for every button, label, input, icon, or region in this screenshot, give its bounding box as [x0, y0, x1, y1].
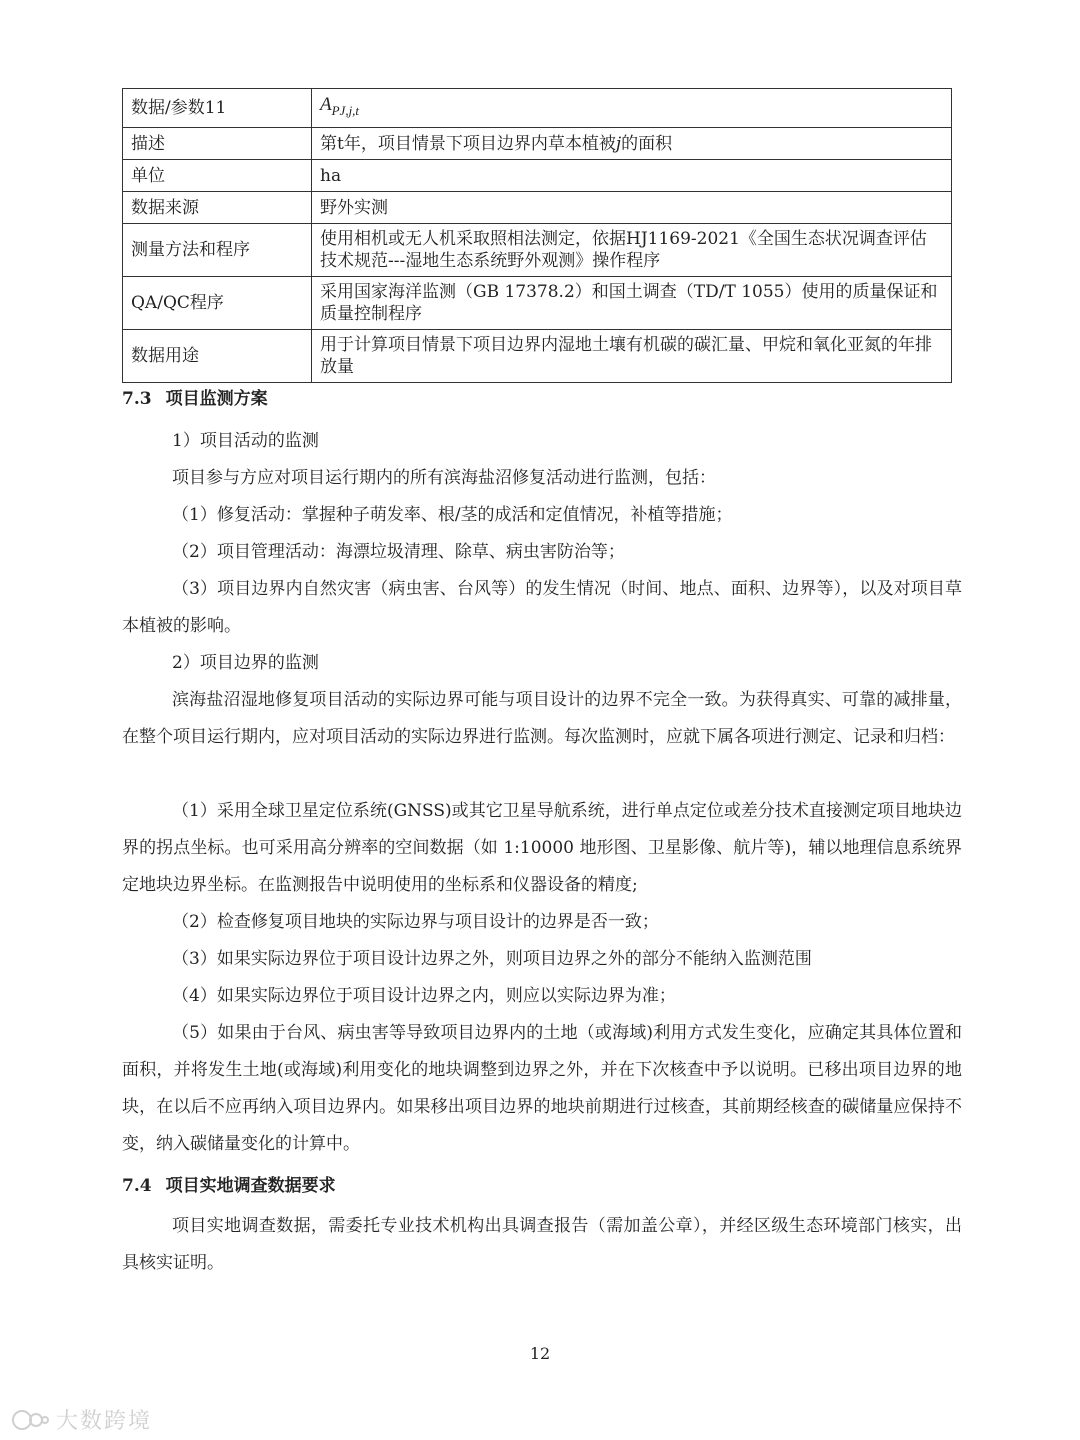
list-item: （3）如果实际边界位于项目设计边界之外，则项目边界之外的部分不能纳入监测范围 — [172, 949, 812, 969]
table-row — [123, 89, 952, 128]
watermark: 大数跨境 — [10, 1404, 152, 1435]
row-label: 数据/参数11 — [123, 89, 312, 128]
list-item: （5）如果由于台风、病虫害等导致项目边界内的土地（或海域)利用方式发生变化，应确定其具体位置和面积，并将发生土地(或海域)利用变化的地块调整到边界之外，并在下次核查中予以说明。已移出项目边界的地块，在以后不应再纳入项目边界内。如果移出项目边界的地块前期进行过核查，其前期经核查的碳储量应保持不变，纳入碳储量变化的计算中。 — [122, 1023, 962, 1154]
row-value — [312, 89, 952, 128]
subheading-activity-monitoring: 1）项目活动的监测 — [172, 431, 319, 451]
list-item: （1）修复活动：掌握种子萌发率、根/茎的成活和定值情况，补植等措施； — [172, 505, 733, 525]
table-row — [123, 277, 952, 330]
list-item: （3）项目边界内自然灾害（病虫害、台风等）的发生情况（时间、地点、面积、边界等），以及对项目草本植被的影响。 — [122, 579, 962, 636]
table-row — [123, 192, 952, 224]
list-item: （2）检查修复项目地块的实际边界与项目设计的边界是否一致； — [172, 912, 659, 932]
row-label: QA/QC程序 — [123, 277, 312, 330]
table-row — [123, 224, 952, 277]
row-label: 测量方法和程序 — [123, 224, 312, 277]
list-item: （4）如果实际边界位于项目设计边界之内，则应以实际边界为准； — [172, 986, 676, 1006]
brand-logo-icon — [10, 1407, 50, 1433]
table-row — [123, 160, 952, 192]
row-value: 采用国家海洋监测（GB 17378.2）和国土调查（TD/T 1055）使用的质量保证和质量控制程序 — [312, 277, 952, 330]
paragraph-survey: 项目实地调查数据，需委托专业技术机构出具调查报告（需加盖公章），并经区级生态环境部门核实，出具核实证明。 — [122, 1216, 962, 1273]
paragraph-boundary: 滨海盐沼湿地修复项目活动的实际边界可能与项目设计的边界不完全一致。为获得真实、可靠的减排量，在整个项目运行期内，应对项目活动的实际边界进行监测。每次监测时，应就下属各项进行测定、记录和归档： — [122, 690, 962, 747]
table-row — [123, 330, 952, 383]
section-heading-7-3: 7.3 项目监测方案 — [122, 389, 268, 409]
list-item: （2）项目管理活动：海漂垃圾清理、除草、病虫害防治等； — [172, 542, 625, 562]
page-number: 12 — [529, 1344, 551, 1363]
row-value: 用于计算项目情景下项目边界内湿地土壤有机碳的碳汇量、甲烷和氧化亚氮的年排放量 — [312, 330, 952, 383]
table-row — [123, 128, 952, 160]
parameter-table — [122, 88, 952, 383]
paragraph-intro: 项目参与方应对项目运行期内的所有滨海盐沼修复活动进行监测，包括： — [172, 468, 716, 488]
row-value: 野外实测 — [312, 192, 952, 224]
section-heading-7-4: 7.4 项目实地调查数据要求 — [122, 1176, 336, 1196]
row-label: 数据用途 — [123, 330, 312, 383]
list-item: （1）采用全球卫星定位系统(GNSS)或其它卫星导航系统，进行单点定位或差分技术直接测定项目地块边界的拐点坐标。也可采用高分辨率的空间数据（如 1:10000 地形图、卫星影像、航片等)，辅以地理信息系统界定地块边界坐标。在监测报告中说明使用的坐标系和仪器设备的精度; — [122, 801, 962, 895]
subheading-boundary-monitoring: 2）项目边界的监测 — [172, 653, 319, 673]
row-label: 单位 — [123, 160, 312, 192]
row-value: ha — [312, 160, 952, 192]
row-label: 数据来源 — [123, 192, 312, 224]
row-value: 第t年，项目情景下项目边界内草本植被j的面积 — [312, 128, 952, 160]
row-value: 使用相机或无人机采取照相法测定，依据HJ1169-2021《全国生态状况调查评估技术规范---湿地生态系统野外观测》操作程序 — [312, 224, 952, 277]
parameter-symbol: $A_{PJ,j,t}$ — [320, 94, 360, 118]
row-label: 描述 — [123, 128, 312, 160]
